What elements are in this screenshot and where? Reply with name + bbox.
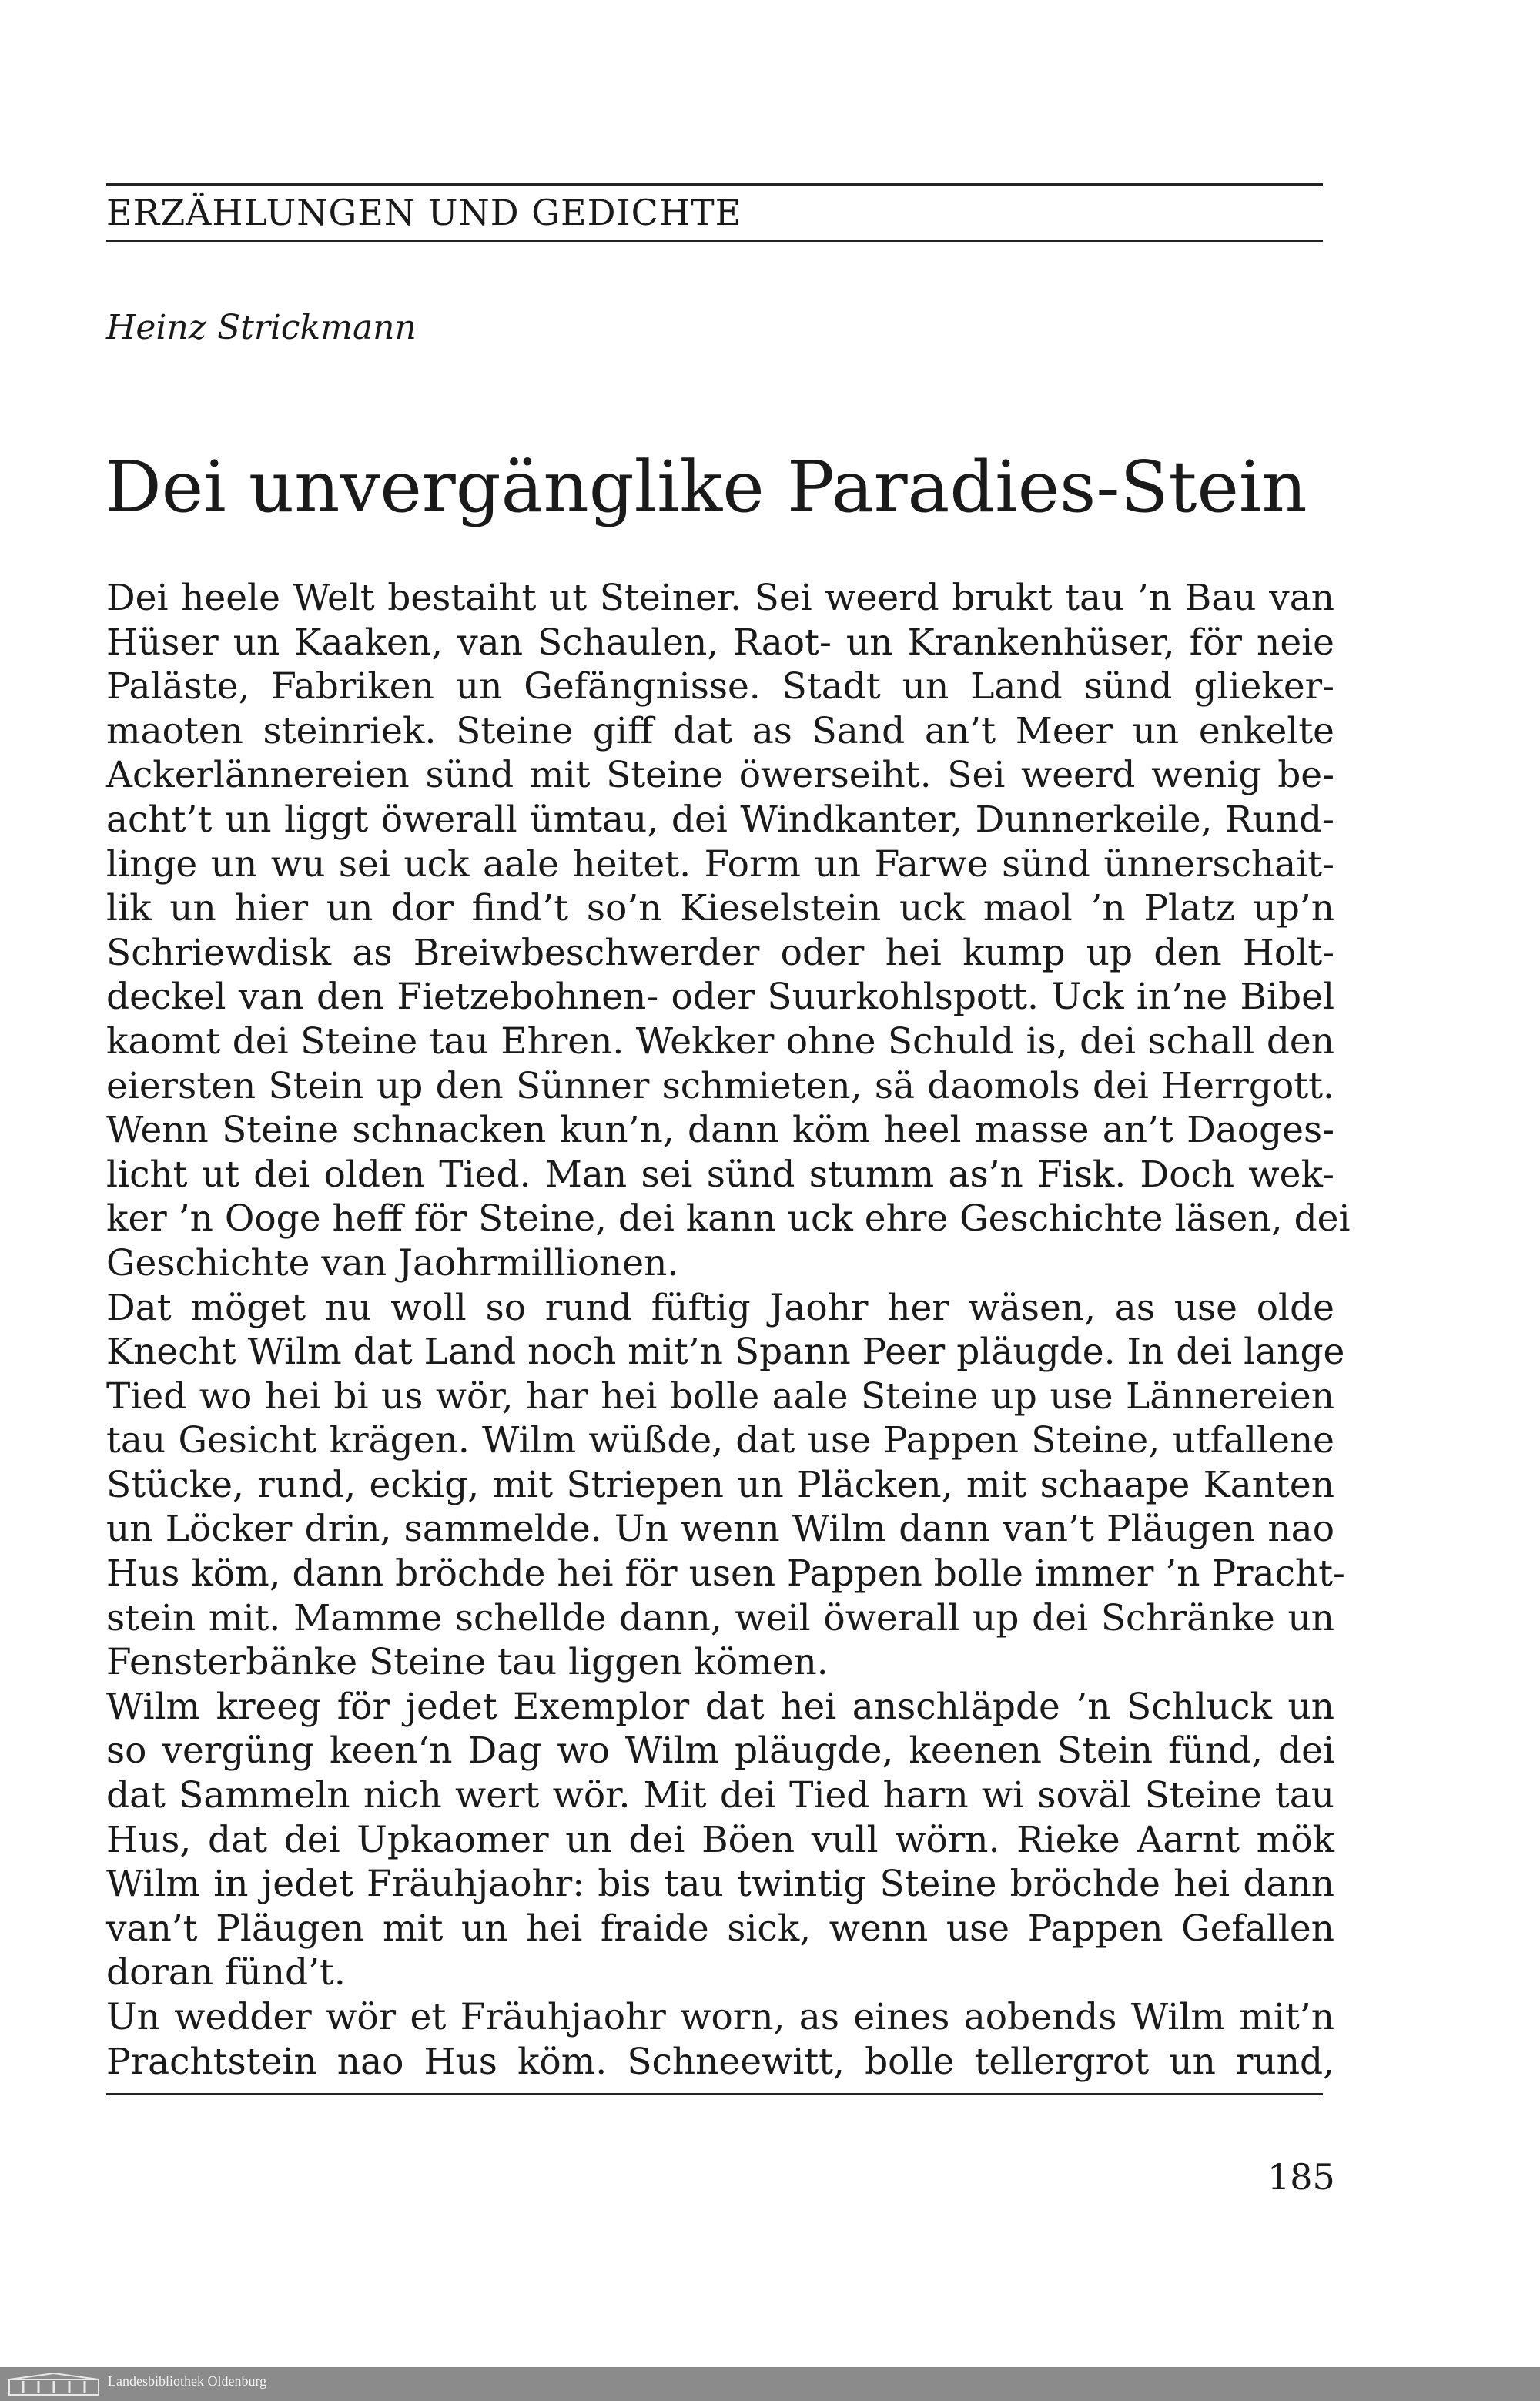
body-line: Hüser un Kaaken, van Schaulen, Raot- un Krankenhüser, för neie <box>106 621 1334 664</box>
body-line: maoten steinriek. Steine giff dat as Sand an’t Meer un enkelte <box>106 709 1334 752</box>
header-rule-bottom <box>106 240 1323 242</box>
body-line: Paläste, Fabriken un Gefängnisse. Stadt un Land sünd glieker- <box>106 665 1334 708</box>
body-line: stein mit. Mamme schellde dann, weil öwerall up dei Schränke un <box>106 1596 1334 1639</box>
body-line: linge un wu sei uck aale heitet. Form un Farwe sünd ünnerschait- <box>106 842 1334 886</box>
body-line: Wilm kreeg för jedet Exemplor dat hei anschläpde ’n Schluck un <box>106 1685 1334 1728</box>
body-line: Wenn Steine schnacken kun’n, dann köm heel masse an’t Daoges- <box>106 1109 1334 1152</box>
body-line: lik un hier un dor find’t so’n Kieselstein uck maol ’n Platz up’n <box>106 887 1334 930</box>
author-name: Heinz Strickmann <box>106 308 417 347</box>
body-line: Wilm in jedet Fräuhjaohr: bis tau twintig Steine bröchde hei dann <box>106 1863 1334 1906</box>
body-line: Geschichte van Jaohrmillionen. <box>106 1241 679 1284</box>
story-title: Dei unvergänglike Paradies-Stein <box>105 446 1307 528</box>
body-line: Ackerlännereien sünd mit Steine öwerseiht. Sei weerd wenig be- <box>106 754 1334 797</box>
body-line: Dei heele Welt bestaiht ut Steiner. Sei weerd brukt tau ’n Bau van <box>106 577 1334 619</box>
body-text <box>106 576 1351 2084</box>
body-line: kaomt dei Steine tau Ehren. Wekker ohne Schuld is, dei schall den <box>106 1020 1334 1063</box>
body-line: Un wedder wör et Fräuhjaohr worn, as eines aobends Wilm mit’n <box>106 1996 1334 2038</box>
body-line: tau Gesicht krägen. Wilm wüßde, dat use Pappen Steine, utfallene <box>106 1419 1334 1462</box>
body-line: van’t Pläugen mit un hei fraide sick, wenn use Pappen Gefallen <box>106 1907 1334 1950</box>
body-line: Hus köm, dann bröchde hei för usen Pappen bolle immer ’n Pracht- <box>106 1552 1345 1596</box>
body-line: ker ’n Ooge heff för Steine, dei kann uck ehre Geschichte läsen, dei <box>106 1197 1351 1241</box>
library-footer-text: Landesbibliothek Oldenburg <box>108 2373 267 2389</box>
body-line: licht ut dei olden Tied. Man sei sünd stumm as’n Fisk. Doch wek- <box>106 1153 1334 1196</box>
body-line: Knecht Wilm dat Land noch mit’n Spann Peer pläugde. In dei lange <box>106 1331 1345 1374</box>
body-line: Prachtstein nao Hus köm. Schneewitt, bolle tellergrot un rund, <box>106 2040 1334 2083</box>
header-rule-top <box>106 183 1323 186</box>
body-line: deckel van den Fietzebohnen- oder Suurkohlspott. Uck in’ne Bibel <box>106 976 1334 1019</box>
body-line: un Löcker drin, sammelde. Un wenn Wilm dann van’t Pläugen nao <box>106 1508 1334 1551</box>
page-number: 185 <box>1267 2156 1335 2198</box>
section-header: ERZÄHLUNGEN UND GEDICHTE <box>106 192 742 233</box>
body-line: dat Sammeln nich wert wör. Mit dei Tied harn wi soväl Steine tau <box>106 1774 1334 1817</box>
body-line: doran fünd’t. <box>106 1951 346 1994</box>
footer-rule <box>106 2093 1323 2095</box>
body-line: Schriewdisk as Breiwbeschwerder oder hei kump up den Holt- <box>106 931 1334 974</box>
body-line: eiersten Stein up den Sünner schmieten, sä daomols dei Herrgott. <box>106 1064 1334 1107</box>
body-line: Tied wo hei bi us wör, har hei bolle aale Steine up use Lännereien <box>106 1375 1334 1418</box>
body-line: Fensterbänke Steine tau liggen kömen. <box>106 1641 829 1684</box>
body-line: Hus, dat dei Upkaomer un dei Böen vull wörn. Rieke Aarnt mök <box>106 1818 1334 1861</box>
body-line: Dat möget nu woll so rund füftig Jaohr her wäsen, as use olde <box>106 1286 1334 1329</box>
body-line: so vergüng keen‘n Dag wo Wilm pläugde, keenen Stein fünd, dei <box>106 1730 1334 1773</box>
body-line: acht’t un liggt öwerall ümtau, dei Windkanter, Dunnerkeile, Rund- <box>106 798 1334 841</box>
body-line: Stücke, rund, eckig, mit Striepen un Pläcken, mit schaape Kanten <box>106 1463 1334 1506</box>
library-building-icon <box>8 2372 100 2396</box>
